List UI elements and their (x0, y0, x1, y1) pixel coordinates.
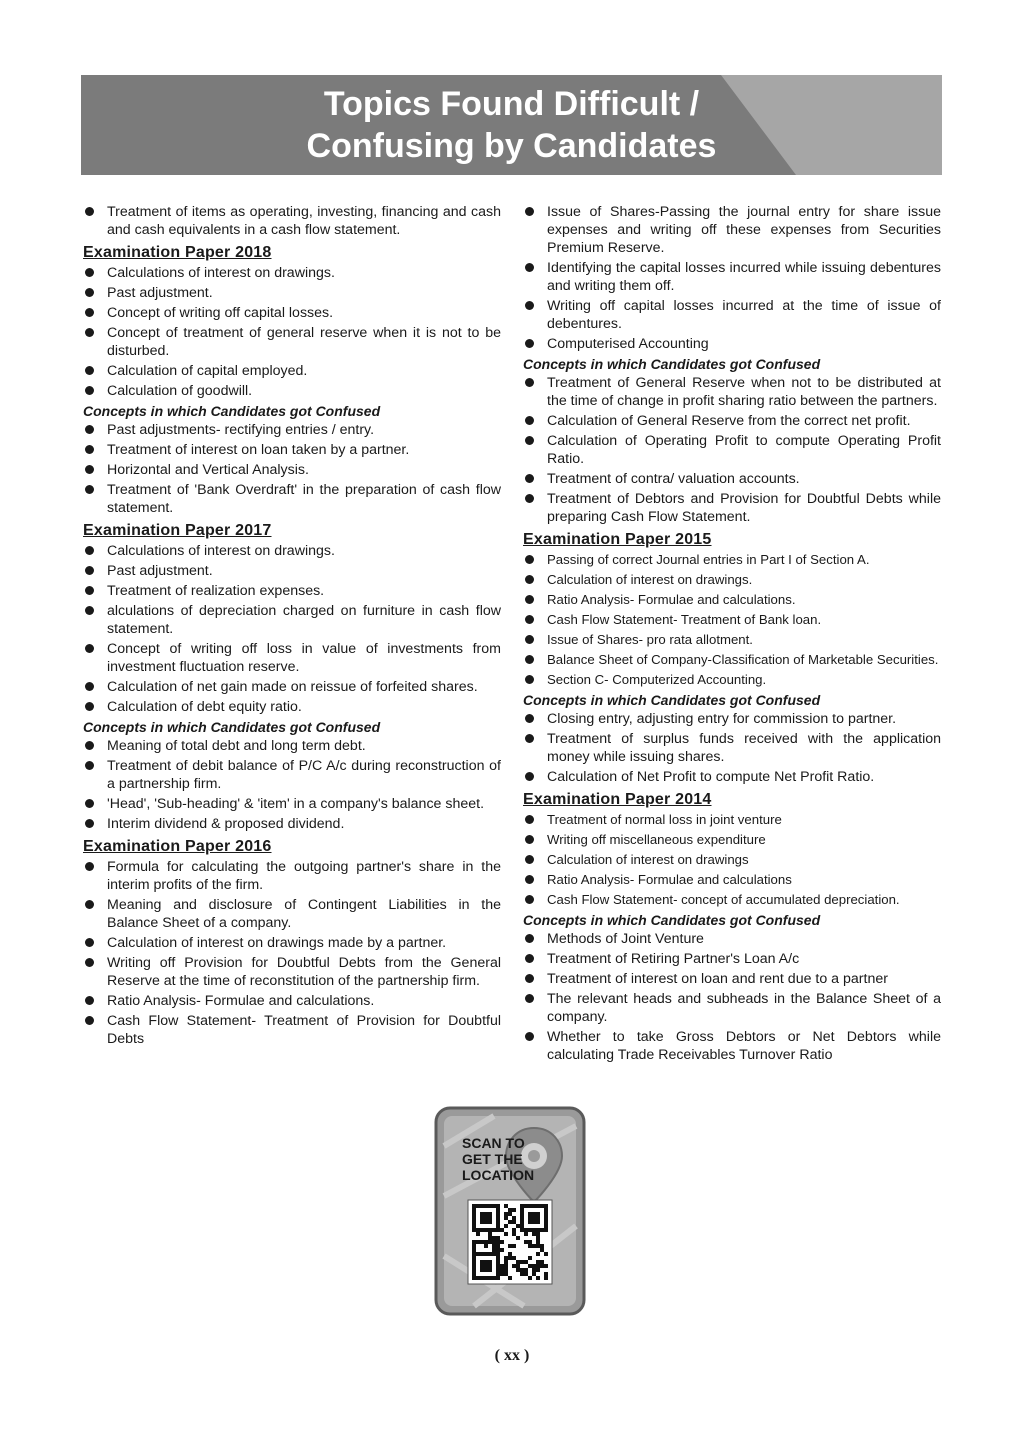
bullet-icon (85, 386, 94, 395)
list-item: Section C- Computerized Accounting. (523, 671, 941, 689)
list-item: Computerised Accounting (523, 335, 941, 353)
bullet-icon (85, 900, 94, 909)
left-column (83, 203, 501, 1050)
section-heading-2016: Examination Paper 2016 (83, 838, 272, 855)
bullet-icon (525, 675, 534, 684)
list-item: Whether to take Gross Debtors or Net Debtors while calculating Trade Receivables Turnover Ratio (523, 1028, 941, 1064)
list-item: Treatment of normal loss in joint venture (523, 811, 941, 829)
bullet-icon (525, 207, 534, 216)
list-item: Passing of correct Journal entries in Part I of Section A. (523, 551, 941, 569)
list-item: Calculation of General Reserve from the correct net profit. (523, 412, 941, 430)
list-item: Treatment of items as operating, investing, financing and cash and cash equivalents in a cash flow statement. (83, 203, 501, 239)
bullet-icon (85, 1016, 94, 1025)
topics-list-2017 (83, 542, 501, 716)
bullet-icon (525, 1032, 534, 1041)
list-item: Treatment of debit balance of P/C A/c during reconstruction of a partnership firm. (83, 757, 501, 793)
section-heading-2015: Examination Paper 2015 (523, 531, 712, 548)
title-banner (81, 75, 942, 175)
bullet-icon (525, 835, 534, 844)
list-item: Meaning and disclosure of Contingent Liabilities in the Balance Sheet of a company. (83, 896, 501, 932)
bullet-icon (525, 855, 534, 864)
list-item: Calculation of interest on drawings (523, 851, 941, 869)
list-item: Past adjustment. (83, 562, 501, 580)
section-heading-2017: Examination Paper 2017 (83, 522, 272, 539)
list-item: Calculation of goodwill. (83, 382, 501, 400)
list-item: Identifying the capital losses incurred while issuing debentures and writing them off. (523, 259, 941, 295)
bullet-icon (85, 958, 94, 967)
list-item: Past adjustment. (83, 284, 501, 302)
confused-list-2017 (83, 737, 501, 833)
list-item: Ratio Analysis- Formulae and calculations (523, 871, 941, 889)
list-item: Concept of writing off loss in value of investments from investment fluctuation reserve. (83, 640, 501, 676)
bullet-icon (525, 895, 534, 904)
bullet-icon (85, 465, 94, 474)
list-item: Issue of Shares- pro rata allotment. (523, 631, 941, 649)
bullet-icon (85, 546, 94, 555)
list-item: Calculation of net gain made on reissue of forfeited shares. (83, 678, 501, 696)
bullet-icon (85, 366, 94, 375)
list-item: alculations of depreciation charged on furniture in cash flow statement. (83, 602, 501, 638)
bullet-icon (525, 934, 534, 943)
list-item: Calculation of Operating Profit to compute Operating Profit Ratio. (523, 432, 941, 468)
bullet-icon (85, 996, 94, 1005)
scan-text-line-2: GET THE (462, 1151, 523, 1167)
bullet-icon (85, 328, 94, 337)
page-number: ( xx ) (494, 1347, 530, 1364)
bullet-icon (525, 635, 534, 644)
list-item: Writing off miscellaneous expenditure (523, 831, 941, 849)
list-item: Treatment of 'Bank Overdraft' in the preparation of cash flow statement. (83, 481, 501, 517)
section-heading-2014: Examination Paper 2014 (523, 791, 712, 808)
list-item: Past adjustments- rectifying entries / entry. (83, 421, 501, 439)
list-item: Calculations of interest on drawings. (83, 542, 501, 560)
list-item: Concept of treatment of general reserve when it is not to be disturbed. (83, 324, 501, 360)
bullet-icon (525, 301, 534, 310)
bullet-icon (85, 938, 94, 947)
list-item: Issue of Shares-Passing the journal entry for share issue expenses and writing off these expenses from Securities Premium Reserve. (523, 203, 941, 257)
bullet-icon (525, 555, 534, 564)
bullet-icon (85, 702, 94, 711)
confused-list-2015 (523, 710, 941, 786)
bullet-icon (525, 575, 534, 584)
list-item: Treatment of General Reserve when not to be distributed at the time of change in profit sharing ratio between the partners. (523, 374, 941, 410)
bullet-icon (85, 644, 94, 653)
list-item: Closing entry, adjusting entry for commission to partner. (523, 710, 941, 728)
topics-list-2015 (523, 551, 941, 689)
confused-list-intro (523, 374, 941, 526)
bullet-icon (85, 761, 94, 770)
list-item: Methods of Joint Venture (523, 930, 941, 948)
list-item: Calculation of Net Profit to compute Net Profit Ratio. (523, 768, 941, 786)
bullet-icon (525, 378, 534, 387)
confused-list-2018 (83, 421, 501, 517)
bullet-icon (85, 485, 94, 494)
qr-card-graphic (434, 1106, 586, 1316)
bullet-icon (525, 263, 534, 272)
list-item: Meaning of total debt and long term debt. (83, 737, 501, 755)
list-item: Calculation of capital employed. (83, 362, 501, 380)
bullet-icon (525, 436, 534, 445)
confused-heading-2017: Concepts in which Candidates got Confused (83, 719, 381, 735)
list-item: Cash Flow Statement- Treatment of Bank loan. (523, 611, 941, 629)
topics-list-2014 (523, 811, 941, 909)
section-heading-2018: Examination Paper 2018 (83, 244, 272, 261)
list-item: Formula for calculating the outgoing partner's share in the interim profits of the firm. (83, 858, 501, 894)
bullet-icon (85, 207, 94, 216)
list-item: Treatment of surplus funds received with the application money while issuing shares. (523, 730, 941, 766)
bullet-icon (85, 606, 94, 615)
bullet-icon (525, 339, 534, 348)
confused-heading-2015: Concepts in which Candidates got Confused (523, 692, 821, 708)
bullet-icon (85, 268, 94, 277)
list-item: Writing off capital losses incurred at the time of issue of debentures. (523, 297, 941, 333)
bullet-icon (85, 566, 94, 575)
intro-list-right (523, 203, 941, 353)
bullet-icon (85, 741, 94, 750)
right-column (523, 203, 941, 1066)
list-item: Treatment of Retiring Partner's Loan A/c (523, 950, 941, 968)
bullet-icon (525, 772, 534, 781)
confused-heading-2018: Concepts in which Candidates got Confused (83, 403, 381, 419)
bullet-icon (525, 954, 534, 963)
list-item: Concept of writing off capital losses. (83, 304, 501, 322)
bullet-icon (85, 425, 94, 434)
bullet-icon (525, 875, 534, 884)
confused-heading-2014: Concepts in which Candidates got Confused (523, 912, 821, 928)
bullet-icon (525, 994, 534, 1003)
bullet-icon (525, 595, 534, 604)
list-item: Ratio Analysis- Formulae and calculations. (523, 591, 941, 609)
intro-list (83, 203, 501, 239)
list-item: The relevant heads and subheads in the Balance Sheet of a company. (523, 990, 941, 1026)
list-item: 'Head', 'Sub-heading' & 'item' in a company's balance sheet. (83, 795, 501, 813)
bullet-icon (525, 714, 534, 723)
list-item: Treatment of contra/ valuation accounts. (523, 470, 941, 488)
scan-text-line-3: LOCATION (462, 1167, 535, 1183)
bullet-icon (85, 586, 94, 595)
qr-location-card[interactable] (434, 1106, 586, 1316)
bullet-icon (525, 974, 534, 983)
list-item: Calculation of interest on drawings made by a partner. (83, 934, 501, 952)
confused-list-2014 (523, 930, 941, 1064)
scan-text-line-1: SCAN TO (462, 1135, 525, 1151)
topics-list-2018 (83, 264, 501, 400)
list-item: Interim dividend & proposed dividend. (83, 815, 501, 833)
bullet-icon (85, 862, 94, 871)
bullet-icon (85, 819, 94, 828)
list-item: Cash Flow Statement- concept of accumulated depreciation. (523, 891, 941, 909)
list-item: Calculations of interest on drawings. (83, 264, 501, 282)
bullet-icon (85, 682, 94, 691)
bullet-icon (525, 474, 534, 483)
list-item: Treatment of realization expenses. (83, 582, 501, 600)
bullet-icon (85, 445, 94, 454)
bullet-icon (525, 615, 534, 624)
page-title-line-1: Topics Found Difficult / (323, 85, 700, 123)
bullet-icon (85, 308, 94, 317)
list-item: Calculation of debt equity ratio. (83, 698, 501, 716)
list-item: Ratio Analysis- Formulae and calculations. (83, 992, 501, 1010)
bullet-icon (525, 815, 534, 824)
list-item: Treatment of interest on loan and rent due to a partner (523, 970, 941, 988)
list-item: Horizontal and Vertical Analysis. (83, 461, 501, 479)
list-item: Treatment of Debtors and Provision for Doubtful Debts while preparing Cash Flow Statement. (523, 490, 941, 526)
bullet-icon (85, 799, 94, 808)
bullet-icon (525, 494, 534, 503)
list-item: Writing off Provision for Doubtful Debts from the General Reserve at the time of reconstitution of the partnership firm. (83, 954, 501, 990)
confused-heading-intro: Concepts in which Candidates got Confused (523, 356, 821, 372)
page-title-line-2: Confusing by Candidates (306, 127, 717, 165)
page-title (81, 83, 942, 167)
list-item: Balance Sheet of Company-Classification of Marketable Securities. (523, 651, 941, 669)
list-item: Treatment of interest on loan taken by a partner. (83, 441, 501, 459)
bullet-icon (525, 655, 534, 664)
topics-list-2016 (83, 858, 501, 1048)
list-item: Calculation of interest on drawings. (523, 571, 941, 589)
bullet-icon (525, 734, 534, 743)
list-item: Cash Flow Statement- Treatment of Provision for Doubtful Debts (83, 1012, 501, 1048)
bullet-icon (85, 288, 94, 297)
bullet-icon (525, 416, 534, 425)
